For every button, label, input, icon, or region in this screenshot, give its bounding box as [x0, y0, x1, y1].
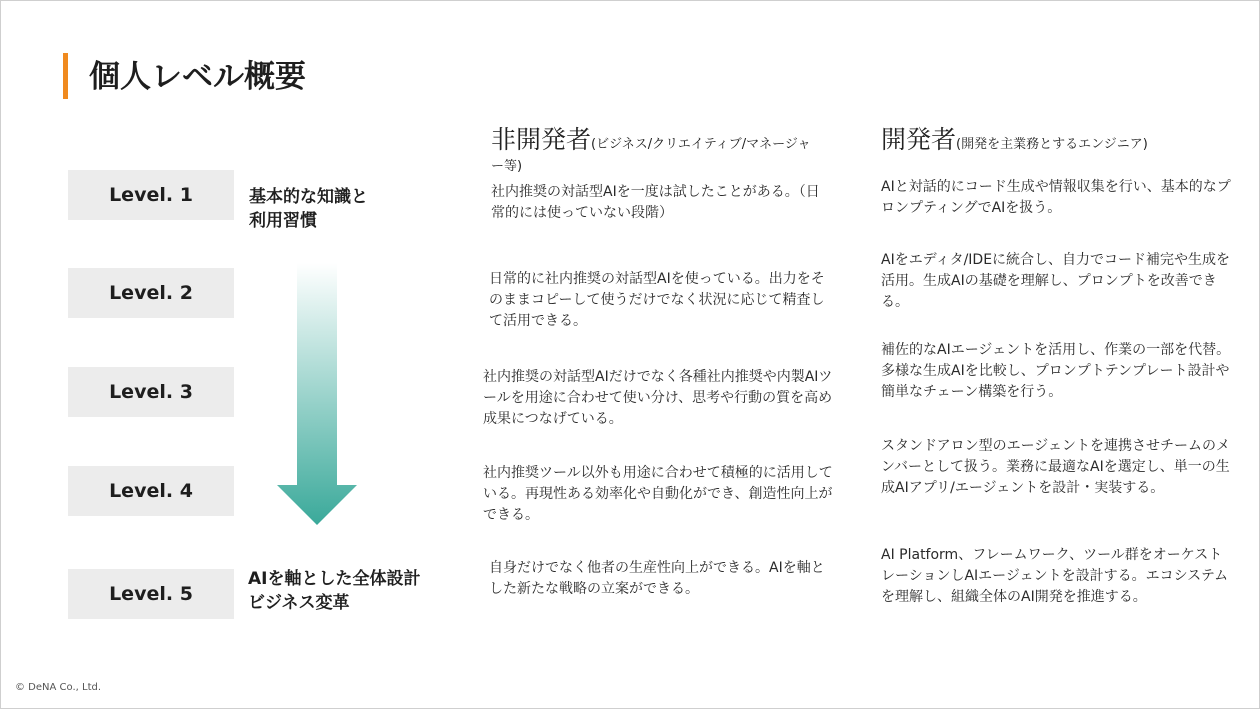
- level-1-description: [249, 185, 368, 233]
- level-4-label: Level. 4: [68, 466, 234, 516]
- page-title: 個人レベル概要: [89, 59, 306, 95]
- level-2-label: Level. 2: [68, 268, 234, 318]
- level-5-description-line2: ビジネス変革: [248, 593, 350, 613]
- title-accent-bar: [63, 53, 68, 99]
- level-3-developer-text: 補佐的なAIエージェントを活用し、作業の一部を代替。多様な生成AIを比較し、プロンプトテンプレート設計や簡単なチェーン構築を行う。: [881, 342, 1231, 400]
- column-label-non-developer: 非開発者: [491, 125, 592, 154]
- level-2-developer-text: AIをエディタ/IDEに統合し、自力でコード補完や生成を活用。生成AIの基礎を理解し、プロンプトを改善できる。: [881, 252, 1231, 310]
- column-header-developer: [881, 125, 1241, 155]
- level-1-developer-text: AIと対話的にコード生成や情報収集を行い、基本的なプロンプティングでAIを扱う。: [881, 179, 1231, 216]
- progression-arrow-icon: [275, 263, 359, 527]
- level-1-label: Level. 1: [68, 170, 234, 220]
- copyright-text: © DeNA Co., Ltd.: [15, 682, 102, 693]
- level-3-non-developer-text: 社内推奨の対話型AIだけでなく各種社内推奨や内製AIツールを用途に合わせて使い分け、思考や行動の質を高め成果につなげている。: [483, 369, 833, 427]
- level-1-non-developer-text: 社内推奨の対話型AIを一度は試したことがある。（日常的には使っていない段階）: [491, 184, 820, 221]
- level-4-developer-text: スタンドアロン型のエージェントを連携させチームのメンバーとして扱う。業務に最適なAIを選定し、単一の生成AIアプリ/エージェントを設計・実装する。: [881, 438, 1231, 496]
- level-5-non-developer-text: 自身だけでなく他者の生産性向上ができる。AIを軸とした新たな戦略の立案ができる。: [489, 560, 825, 597]
- level-1-description-line2: 利用習慣: [249, 211, 317, 231]
- level-2-non-developer-text: 日常的に社内推奨の対話型AIを使っている。出力をそのままコピーして使うだけでなく状況に応じて精査して活用できる。: [489, 271, 825, 329]
- level-3-label: Level. 3: [68, 367, 234, 417]
- level-4-non-developer-text: 社内推奨ツール以外も用途に合わせて積極的に活用している。再現性ある効率化や自動化ができ、創造性向上ができる。: [483, 465, 833, 523]
- level-5-description: [248, 567, 420, 615]
- level-5-developer-text: AI Platform、フレームワーク、ツール群をオーケストレーションしAIエージェントを設計する。エコシステムを理解し、組織全体のAI開発を推進する。: [881, 547, 1229, 605]
- level-5-label: Level. 5: [68, 569, 234, 619]
- column-label-developer: 開発者: [881, 125, 957, 154]
- column-header-non-developer: [491, 125, 821, 176]
- level-1-description-line1: 基本的な知識と: [249, 187, 368, 207]
- column-note-non-developer: (ビジネス/クリエイティブ/マネージャー等): [491, 137, 811, 174]
- level-5-description-line1: AIを軸とした全体設計: [248, 569, 421, 589]
- column-note-developer: (開発を主業務とするエンジニア): [956, 137, 1148, 152]
